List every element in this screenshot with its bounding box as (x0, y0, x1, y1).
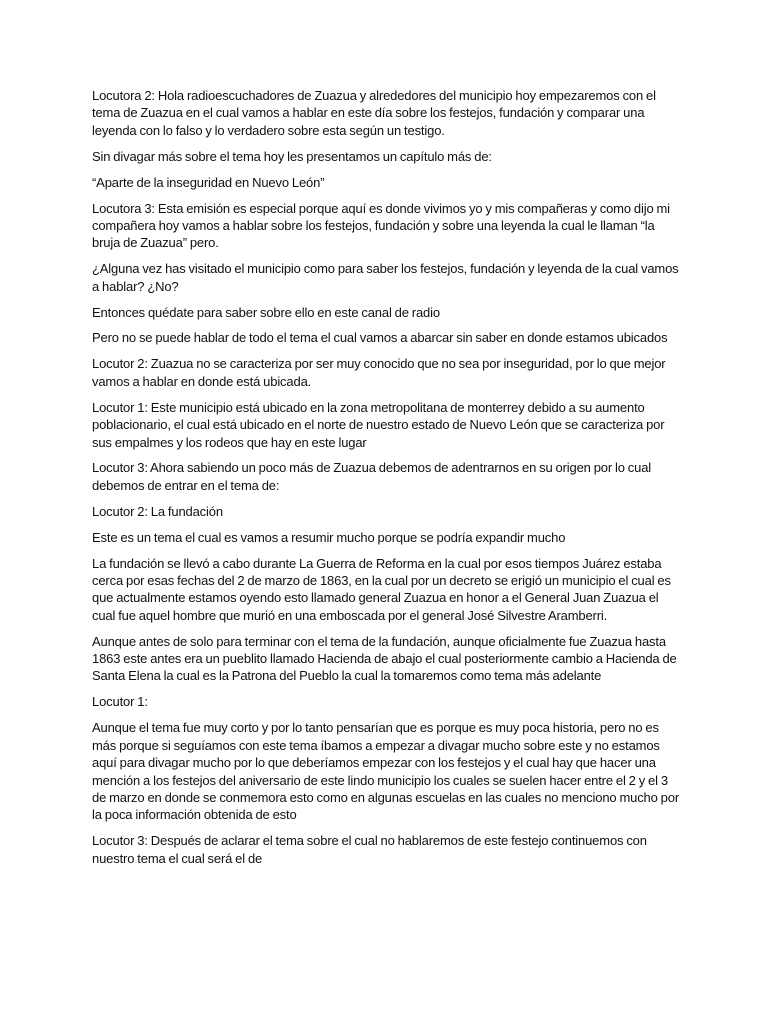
paragraph-program-title: “Aparte de la inseguridad en Nuevo León” (92, 174, 325, 190)
paragraph-festejos: Aunque el tema fue muy corto y por lo tanto pensarían que es porque es muy poca historia, pero no es más porque si seguíamos con este tema íbamos a empezar a divagar mucho sobre este y no estamos aquí para divagar mucho por lo que deberíamos empezar con los festejos y el cual hay que hacer una mención a los festejos del aniversario de este lindo municipio los cuales se suelen hacer entre el 2 y el 3 de marzo en donde se conmemora esto como en algunas escuelas en las cuales no menciono mucho por la poca información obtenida de esto (92, 720, 680, 823)
paragraph-sin-divagar: Sin divagar más sobre el tema hoy les presentamos un capítulo más de: (92, 148, 492, 164)
paragraph-locutora-2-intro: Locutora 2: Hola radioescuchadores de Zuazua y alrededores del municipio hoy empezaremos con el tema de Zuazua en el cual vamos a hablar en este día sobre los festejos, fundación y comparar una leyenda con lo falso y lo verdadero sobre esta según un testigo. (92, 88, 656, 138)
paragraph-quedate: Entonces quédate para saber sobre ello en este canal de radio (92, 304, 440, 320)
paragraph-locutor-3-origen: Locutor 3: Ahora sabiendo un poco más de Zuazua debemos de adentrarnos en su origen por lo cual debemos de entrar en el tema de: (92, 460, 652, 493)
paragraph-locutor-1-municipio: Locutor 1: Este municipio está ubicado en la zona metropolitana de monterrey debido a su aumento poblacionario, el cual está ubicado en el norte de nuestro estado de Nuevo León que se caracteriza por sus empalmes y los rodeos que hay en este lugar (92, 399, 665, 450)
paragraph-question: ¿Alguna vez has visitado el municipio como para saber los festejos, fundación y leyenda de la cual vamos a hablar? ¿No? (92, 261, 679, 294)
paragraph-locutor-1-label: Locutor 1: (92, 694, 148, 710)
paragraph-locutor-3-continuemos: Locutor 3: Después de aclarar el tema sobre el cual no hablaremos de este festejo continuemos con nuestro tema el cual será el de (92, 833, 647, 866)
document-page (92, 87, 682, 876)
paragraph-resumir: Este es un tema el cual es vamos a resumir mucho porque se podría expandir mucho (92, 529, 566, 545)
paragraph-hacienda: Aunque antes de solo para terminar con el tema de la fundación, aunque oficialmente fue Zuazua hasta 1863 este antes era un pueblito llamado Hacienda de abajo el cual posteriormente cambio a Hacienda de Santa Elena la cual es la Patrona del Pueblo la cual la tomaremos como tema más adelante (92, 633, 677, 684)
paragraph-locutor-2-ubicacion: Locutor 2: Zuazua no se caracteriza por ser muy conocido que no sea por inseguridad, por lo que mejor vamos a hablar en donde está ubicada. (92, 356, 666, 389)
paragraph-ubicados: Pero no se puede hablar de todo el tema el cual vamos a abarcar sin saber en donde estamos ubicados (92, 330, 668, 346)
paragraph-locutor-2-fundacion: Locutor 2: La fundación (92, 503, 223, 519)
paragraph-locutora-3: Locutora 3: Esta emisión es especial porque aquí es donde vivimos yo y mis compañeras y como dijo mi compañera hoy vamos a hablar sobre los festejos, fundación y sobre una leyenda la cual le llaman “la bruja de Zuazua” pero. (92, 200, 670, 251)
paragraph-fundacion-historia: La fundación se llevó a cabo durante La Guerra de Reforma en la cual por esos tiempos Juárez estaba cerca por esas fechas del 2 de marzo de 1863, en la cual por un decreto se erigió un municipio el cual es que actualmente estamos oyendo esto llamado general Zuazua en honor a el General Juan Zuazua el cual fue aquel hombre que murió en una emboscada por el general José Silvestre Aramberri. (92, 555, 671, 623)
